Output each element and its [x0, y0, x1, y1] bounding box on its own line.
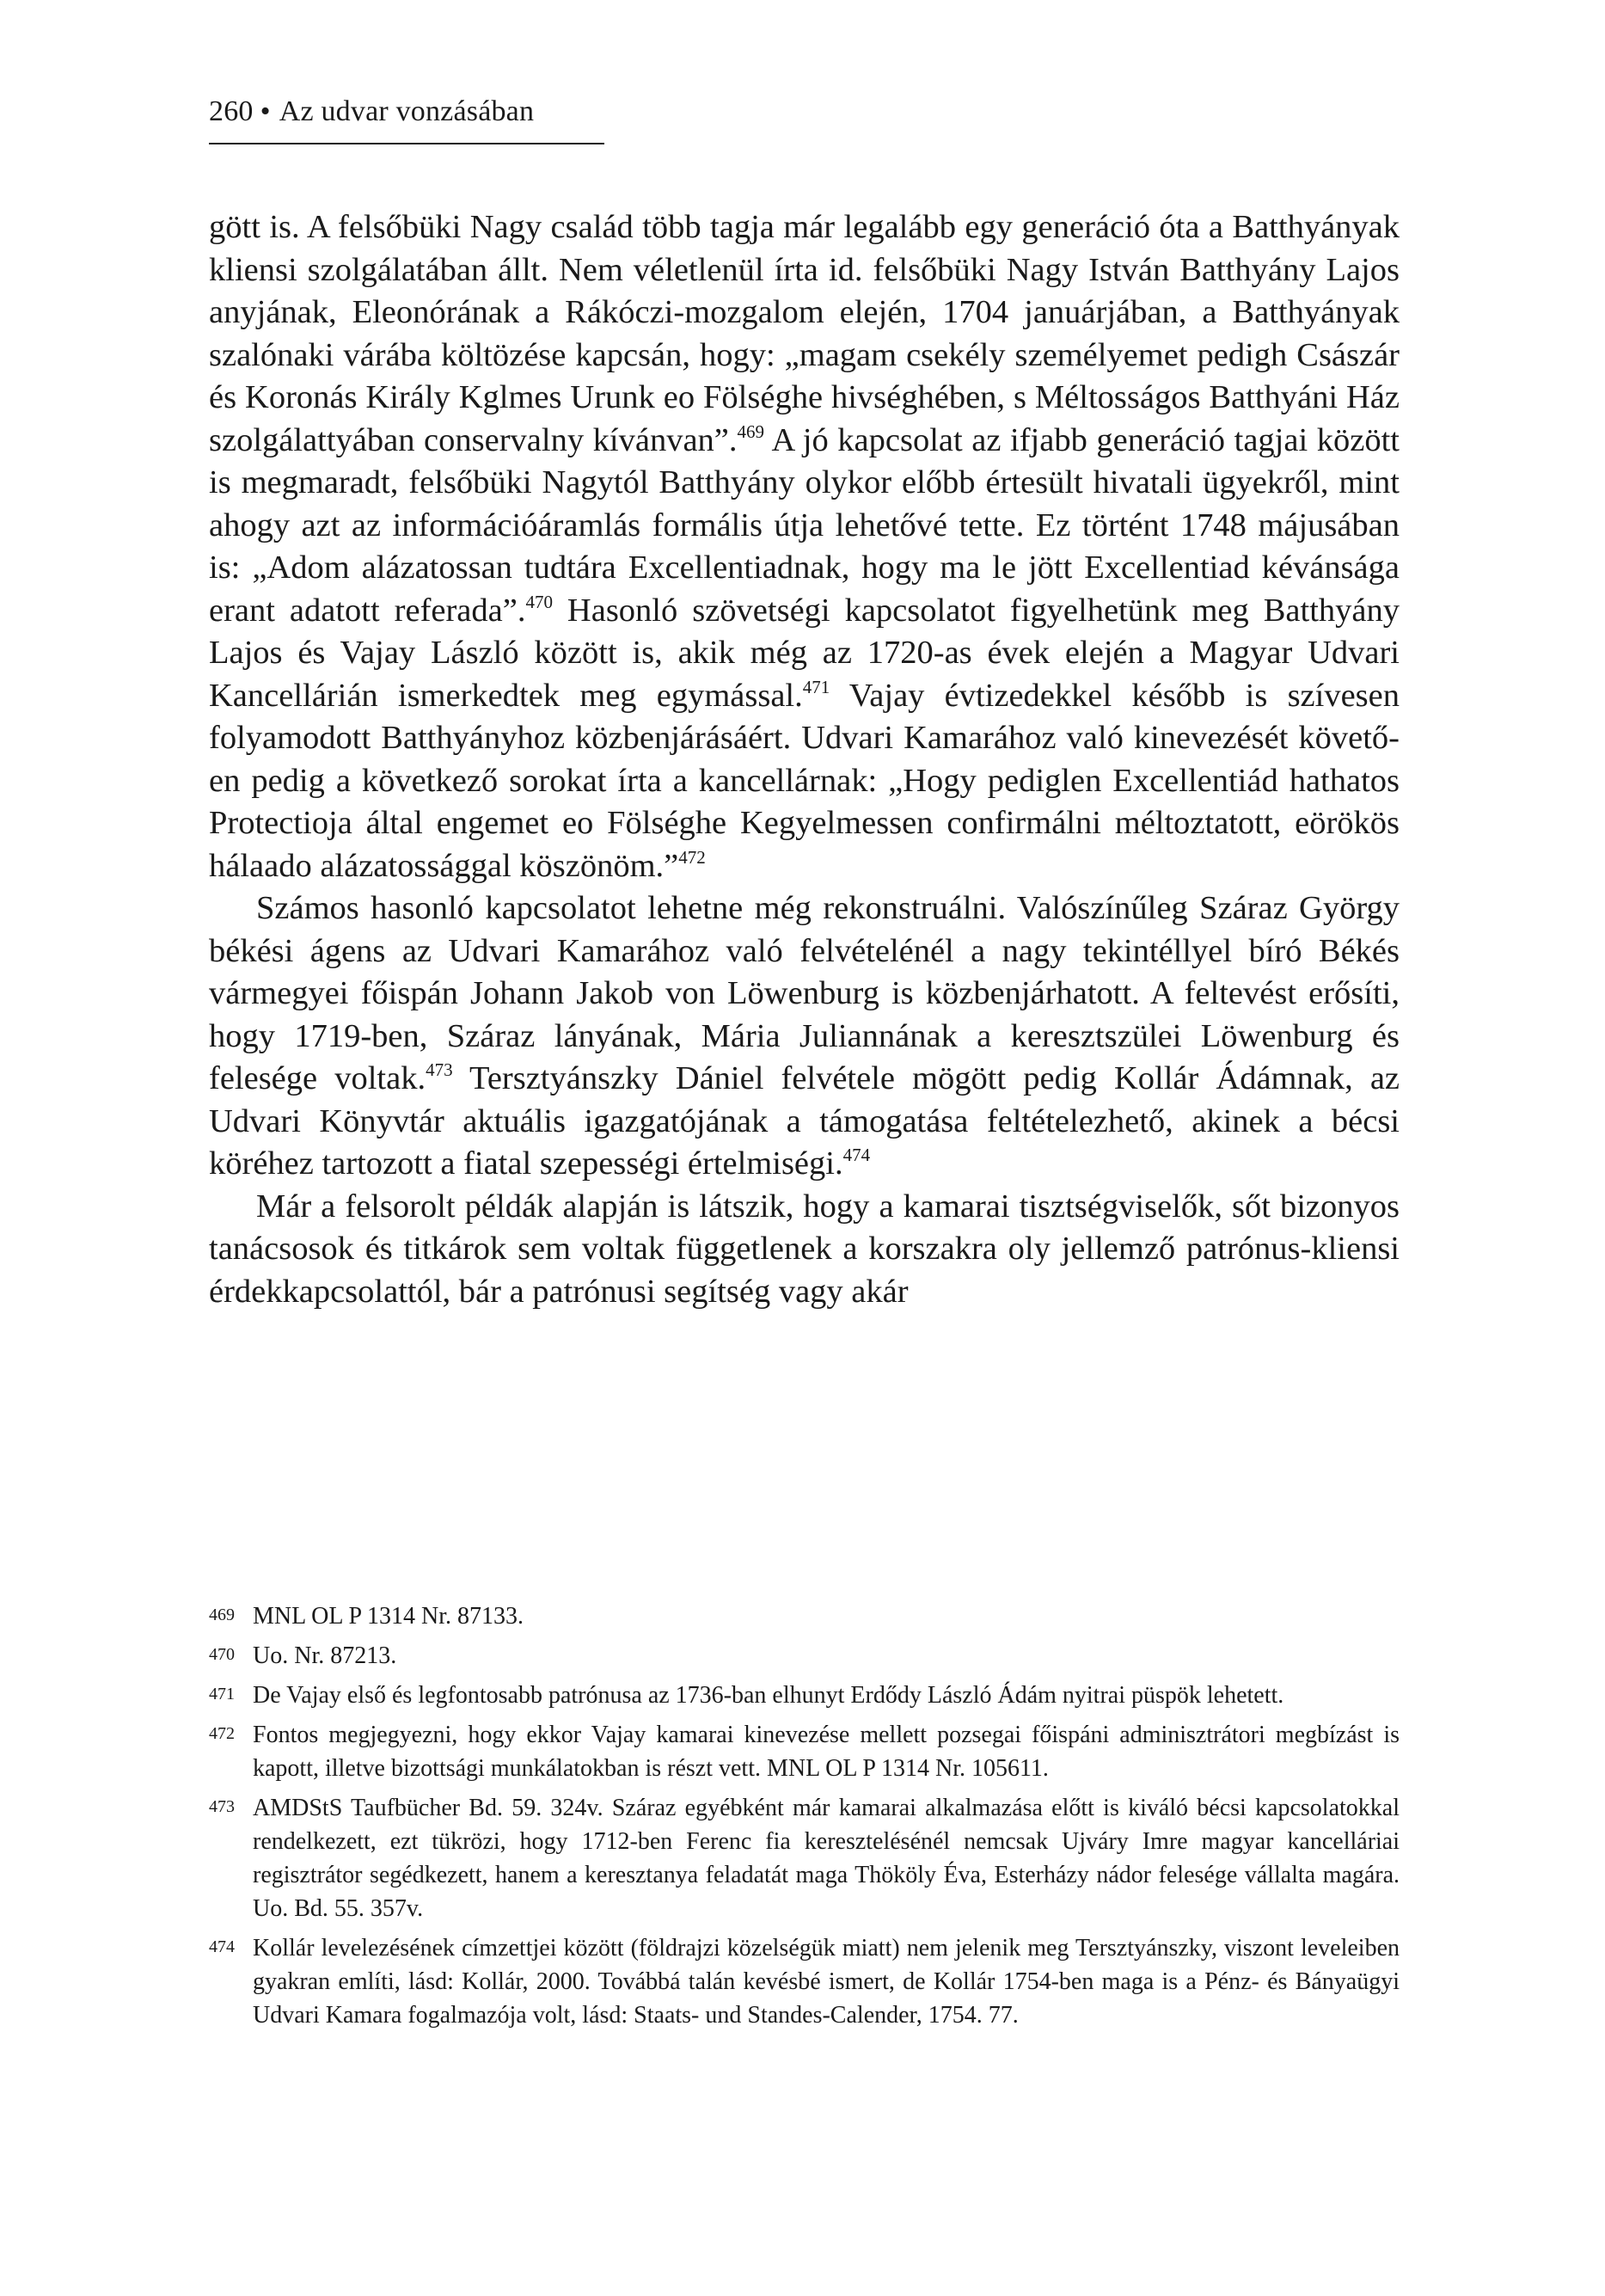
footnote [209, 1679, 1400, 1712]
page-number: 260 [209, 95, 254, 127]
paragraph [209, 887, 1400, 1186]
footnote [209, 1791, 1400, 1925]
footnote-number: 470 [209, 1645, 235, 1664]
footnote-reference[interactable]: 473 [426, 1059, 453, 1080]
footnote [209, 1599, 1400, 1633]
body-text-segment: gött is. A felsőbüki Nagy család több tagja már legalább egy generáció óta a Batthyányak kliensi szolgálatában állt. Nem véletlenül írta id. felsőbüki Nagy István Batthyány Lajos anyjának, Eleonórának a Rákóczi-mozgalom elején, 1704 januárjában, a Batthyányak szalónaki várába költözése kapcsán, hogy: „magam csekély személyemet pedigh Császár és Koronás Király Kglmes Urunk eo Fölséghe hivséghében, s Méltosságos Batthyáni Ház szolgálattyában conservalny kívánvan”. [209, 209, 1400, 458]
footnote-text: AMDStS Taufbücher Bd. 59. 324v. Száraz egyébként már kamarai alkalmazása előtt is kiváló bécsi kapcsolatokkal rendelkezett, ezt tükrözi, hogy 1712-ben Ferenc fia keresztelésénél nemcsak Ujváry Imre magyar kancelláriai regisztrátor segédkezett, hanem a keresztanya feladatát maga Thököly Éva, Esterházy nádor felesége vállalta magára. Uo. Bd. 55. 357v. [253, 1795, 1400, 1922]
body-text-segment: Hasonló szövetségi kapcsolatot figyelhetünk meg Batthyány Lajos és Vajay László között is, akik még az 1720-as évek elején a Magyar Udvari Kancellárián ismerkedtek meg egymással. [209, 592, 1400, 714]
footnote-text: Kollár levelezésének címzettjei között (földrajzi közelségük miatt) nem jelenik meg Tersztyánszky, viszont leveleiben gyakran említi, lásd: Kollár, 2000. Továbbá talán kevésbé ismert, de Kollár 1754-ben maga is a Pénz- és Bányaügyi Udvari Kamara fogalmazója volt, lásd: Staats- und Standes-Calender, 1754. 77. [253, 1935, 1400, 2029]
paragraph [209, 206, 1400, 887]
header-rule [209, 143, 604, 144]
separator-bullet: • [260, 95, 271, 127]
footnote-number: 471 [209, 1685, 235, 1704]
body-text-segment: A jó kapcsolat az ifjabb generáció tagjai között is megmaradt, felsőbüki Nagytól Batthyány olykor előbb értesült hivatali ügyekről, mint ahogy azt az információáramlás formális útja lehetővé tette. Ez történt 1748 májusában is: „Adom alázatossan tudtára Excellentiadnak, hogy ma le jött Excellentiad kévánsága erant adatott referada”. [209, 421, 1400, 629]
footnote-reference[interactable]: 474 [842, 1145, 871, 1165]
paragraph [209, 1186, 1400, 1314]
footnote [209, 1718, 1400, 1785]
body-text [209, 206, 1400, 1313]
running-head [209, 93, 604, 131]
body-text-segment: Tersztyánszky Dániel felvétele mögött pedig Kollár Ádámnak, az Udvari Könyvtár aktuális igazgatójának a támogatása feltételezhető, akinek a bécsi köréhez tartozott a fiatal szepességi értelmiségi. [209, 1060, 1400, 1182]
footnote [209, 1931, 1400, 2032]
footnote-number: 469 [209, 1605, 235, 1624]
body-text-segment: Vajay évtizedekkel később is szívesen folyamodott Batthyányhoz közbenjárásáért. Udvari Kamarához való kinevezését követően pedig a következő sorokat írta a kancellárnak: „Hogy pediglen Excellentiád hathatos Protectioja által engemet eo Fölséghe Kegyelmessen confirmálni méltoztatott, eörökös hálaado alázatossággal köszönöm.” [209, 677, 1400, 884]
footnote-text: MNL OL P 1314 Nr. 87133. [253, 1603, 524, 1630]
footnote-text: Uo. Nr. 87213. [253, 1642, 397, 1669]
body-text-segment: Már a felsorolt példák alapján is látszik, hogy a kamarai tisztségviselők, sőt bizonyos tanácsosok és titkárok sem voltak függetlenek a korszakra oly jellemző patrónus-kliensi érdekkapcsolattól, bár a patrónusi segítség vagy akár [209, 1188, 1400, 1310]
body-text-segment: Számos hasonló kapcsolatot lehetne még rekonstruálni. Valószínűleg Száraz György békési ágens az Udvari Kamarához való felvételénél a nagy tekintéllyel bíró Békés vármegyei főispán Johann Jakob von Löwenburg is közbenjárhatott. A feltevést erősíti, hogy 1719-ben, Száraz lányának, Mária Juliannának a keresztszülei Löwenburg és felesége voltak. [209, 890, 1400, 1096]
footnote-text: Fontos megjegyezni, hogy ekkor Vajay kamarai kinevezése mellett pozsegai főispáni adminisztrátori megbízást is kapott, illetve bizottsági munkálatokban is részt vett. MNL OL P 1314 Nr. 105611. [253, 1722, 1400, 1782]
footnotes-section [209, 1599, 1400, 2038]
footnote-number: 474 [209, 1937, 235, 1956]
footnote-text: De Vajay első és legfontosabb patrónusa az 1736-ban elhunyt Erdődy László Ádám nyitrai püspök lehetett. [253, 1682, 1284, 1709]
book-title: Az udvar vonzásában [279, 95, 535, 127]
footnote-reference[interactable]: 469 [737, 421, 764, 442]
footnote [209, 1639, 1400, 1673]
footnote-reference[interactable]: 471 [802, 676, 830, 697]
footnote-reference[interactable]: 472 [678, 846, 706, 868]
footnote-reference[interactable]: 470 [525, 591, 553, 612]
footnote-number: 472 [209, 1724, 235, 1743]
footnote-number: 473 [209, 1797, 235, 1816]
